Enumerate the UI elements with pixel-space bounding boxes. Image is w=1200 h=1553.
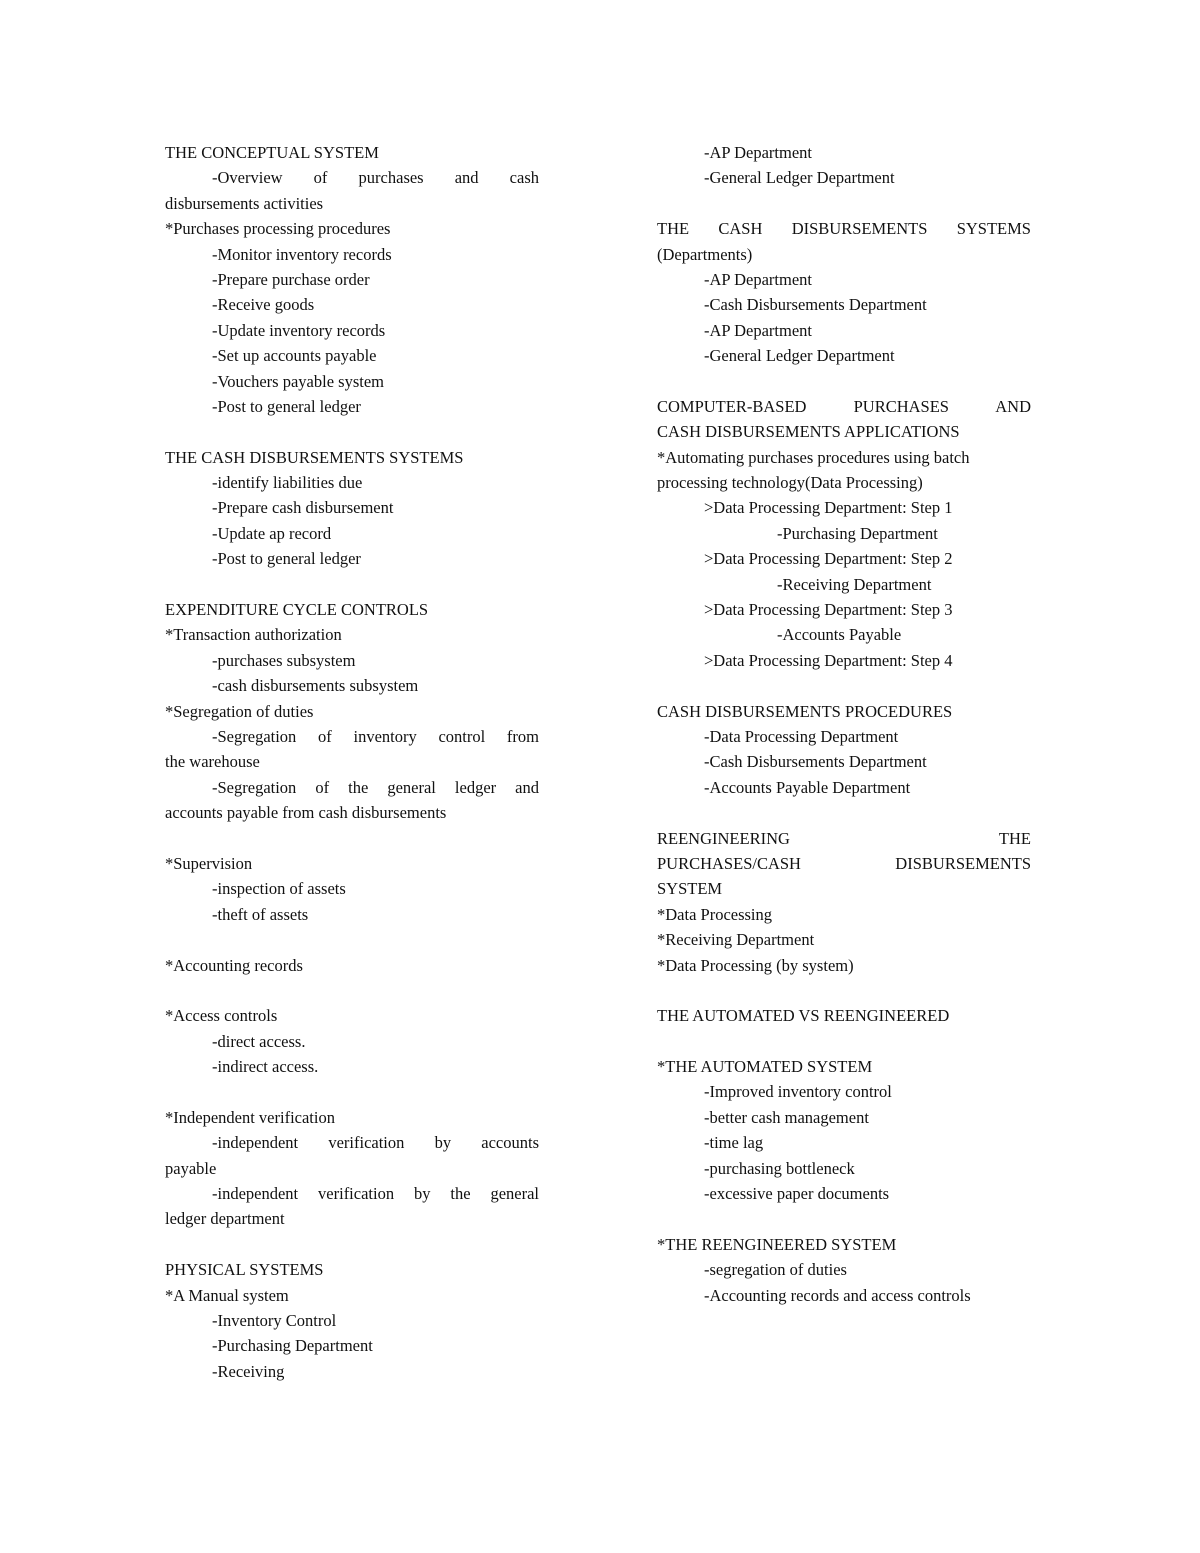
text-line: *Purchases processing procedures — [165, 219, 391, 239]
blank-line — [657, 369, 1031, 394]
text-line: -Set up accounts payable — [212, 346, 377, 366]
text-line: *Data Processing — [657, 904, 773, 924]
blank-line — [165, 927, 539, 952]
text-line: *THE AUTOMATED SYSTEM — [657, 1057, 873, 1077]
left-column — [165, 140, 539, 1384]
right-column — [657, 140, 1031, 1308]
text-line: >Data Processing Department: Step 3 — [704, 600, 953, 620]
text-line: -Prepare purchase order — [212, 269, 370, 289]
text-line: >Data Processing Department: Step 1 — [704, 498, 953, 518]
blank-line — [165, 572, 539, 597]
text-line: payable — [165, 1158, 217, 1178]
text-line: processing technology(Data Processing) — [657, 473, 923, 493]
text-line: *Data Processing (by system) — [657, 955, 854, 975]
text-line: -segregation of duties — [704, 1260, 847, 1280]
text-line: -AP Department — [704, 320, 812, 340]
text-line: THE CASH DISBURSEMENTS SYSTEMS — [165, 447, 464, 467]
text-line: -inspection of assets — [212, 879, 346, 899]
text-line: *Automating purchases procedures using batch — [657, 447, 970, 467]
text-line: -Receiving — [212, 1361, 285, 1381]
text-line: -General Ledger Department — [704, 168, 895, 188]
text-line: -Accounting records and access controls — [704, 1285, 971, 1305]
text-line: -Cash Disbursements Department — [704, 752, 927, 772]
text-line: THE CASH DISBURSEMENTS SYSTEMS — [657, 219, 1031, 239]
text-line: *Receiving Department — [657, 930, 815, 950]
text-line: -Accounts Payable — [777, 625, 902, 645]
text-line: -Update ap record — [212, 523, 332, 543]
text-line: *THE REENGINEERED SYSTEM — [657, 1234, 897, 1254]
blank-line — [165, 826, 539, 851]
text-line: >Data Processing Department: Step 4 — [704, 650, 953, 670]
text-line: -Update inventory records — [212, 320, 386, 340]
text-line: -Vouchers payable system — [212, 371, 384, 391]
text-line: accounts payable from cash disbursements — [165, 803, 447, 823]
text-line: -better cash management — [704, 1107, 869, 1127]
text-line: -Data Processing Department — [704, 726, 899, 746]
text-line: -direct access. — [212, 1031, 306, 1051]
text-line: ledger department — [165, 1209, 285, 1229]
blank-line — [165, 1232, 539, 1257]
blank-line — [165, 419, 539, 444]
text-line: *Supervision — [165, 853, 253, 873]
text-line: -Prepare cash disbursement — [212, 498, 394, 518]
text-line: THE CONCEPTUAL SYSTEM — [165, 143, 379, 162]
text-line: *Access controls — [165, 1006, 278, 1026]
text-line: SYSTEM — [657, 879, 723, 899]
text-line: -Improved inventory control — [704, 1082, 892, 1102]
text-line: -Receive goods — [212, 295, 315, 315]
text-line: -AP Department — [704, 269, 812, 289]
text-line: -identify liabilities due — [212, 473, 363, 493]
text-line: -indirect access. — [212, 1057, 319, 1077]
text-line: -Segregation of inventory control from — [212, 726, 539, 746]
text-line: -Overview of purchases and cash — [212, 168, 539, 188]
blank-line — [657, 1206, 1031, 1231]
text-line: -excessive paper documents — [704, 1184, 890, 1204]
text-line: -Receiving Department — [777, 574, 932, 594]
text-line: -Purchasing Department — [777, 523, 938, 543]
blank-line — [165, 978, 539, 1003]
text-line: -Monitor inventory records — [212, 244, 392, 264]
text-line: -Accounts Payable Department — [704, 777, 911, 797]
text-line: REENGINEERING THE — [657, 828, 1031, 848]
text-line: -Inventory Control — [212, 1310, 337, 1330]
text-line: -Post to general ledger — [212, 396, 361, 416]
text-line: THE AUTOMATED VS REENGINEERED — [657, 1006, 950, 1026]
text-line: -Post to general ledger — [212, 549, 361, 569]
blank-line — [657, 978, 1031, 1003]
text-line: COMPUTER-BASED PURCHASES AND — [657, 396, 1031, 416]
text-line: -time lag — [704, 1133, 764, 1153]
text-line: *Accounting records — [165, 955, 303, 975]
text-line: -purchases subsystem — [212, 650, 356, 670]
text-line: PHYSICAL SYSTEMS — [165, 1260, 324, 1280]
blank-line — [165, 1079, 539, 1104]
text-line: -Purchasing Department — [212, 1336, 373, 1356]
text-line: -independent verification by the general — [212, 1184, 539, 1204]
text-line: >Data Processing Department: Step 2 — [704, 549, 953, 569]
text-line: -Segregation of the general ledger and — [212, 777, 539, 797]
text-line: -General Ledger Department — [704, 346, 895, 366]
text-line: -theft of assets — [212, 904, 309, 924]
blank-line — [657, 673, 1031, 698]
text-line: *Segregation of duties — [165, 701, 314, 721]
text-line: CASH DISBURSEMENTS PROCEDURES — [657, 701, 953, 721]
text-line: (Departments) — [657, 244, 753, 264]
text-line: *Transaction authorization — [165, 625, 342, 645]
text-line: -AP Department — [704, 143, 812, 162]
text-line: -Cash Disbursements Department — [704, 295, 927, 315]
blank-line — [657, 800, 1031, 825]
text-line: the warehouse — [165, 752, 260, 772]
text-line: CASH DISBURSEMENTS APPLICATIONS — [657, 422, 960, 442]
text-line: EXPENDITURE CYCLE CONTROLS — [165, 600, 429, 620]
blank-line — [657, 1029, 1031, 1054]
text-line: *A Manual system — [165, 1285, 289, 1305]
text-line: -independent verification by accounts — [212, 1133, 539, 1153]
text-line: disbursements activities — [165, 193, 324, 213]
text-line: -purchasing bottleneck — [704, 1158, 855, 1178]
blank-line — [657, 191, 1031, 216]
text-line: *Independent verification — [165, 1107, 335, 1127]
text-line: -cash disbursements subsystem — [212, 676, 419, 696]
text-line: PURCHASES/CASH DISBURSEMENTS — [657, 853, 1031, 873]
